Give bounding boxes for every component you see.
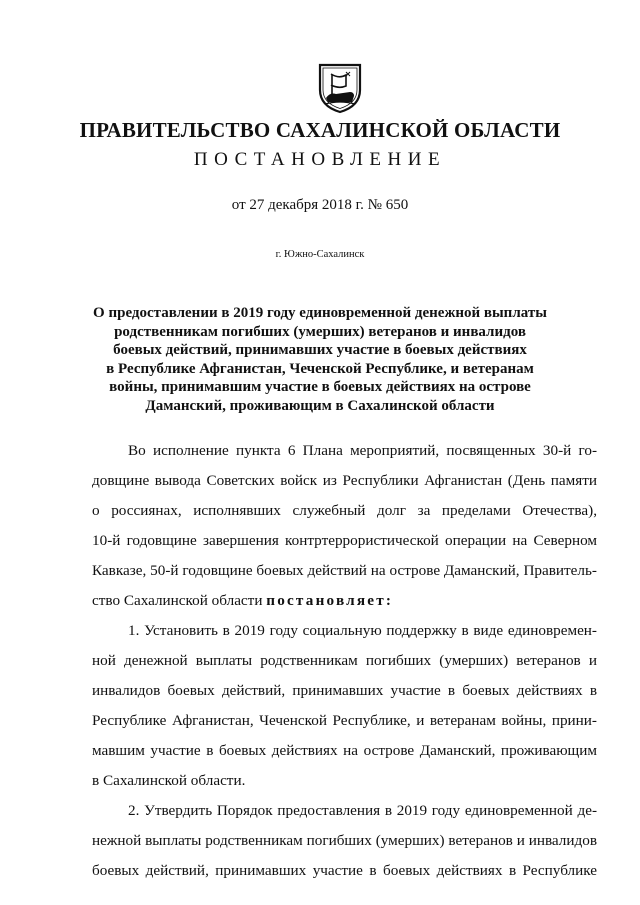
body-line (92, 586, 597, 616)
organization-heading: ПРАВИТЕЛЬСТВО САХАЛИНСКОЙ ОБЛАСТИ (79, 118, 561, 142)
title-line: О предоставлении в 2019 году единовременной денежной выплаты (93, 305, 547, 321)
paragraph-1-line: мавшим участие в боевых действиях на острове Даманский, проживающим (92, 742, 597, 759)
paragraph-1-line: 1. Установить в 2019 году социальную поддержку в виде единовремен- (128, 622, 597, 639)
body-line: 10-й годовщине завершения контртеррористической операции на Северном (92, 532, 597, 549)
paragraph-2-line: 2. Утвердить Порядок предоставления в 2019 году единовременной де- (128, 802, 597, 819)
decree-word: постановляет: (266, 592, 394, 609)
title-line: Даманский, проживающим в Сахалинской области (145, 397, 495, 414)
date-and-number: от 27 декабря 2018 г. № 650 (231, 197, 409, 213)
title-line: боевых действий, принимавших участие в боевых действиях (113, 342, 527, 358)
title-line: в Республике Афганистан, Чеченской Республике, и ветеранам (106, 360, 534, 377)
body-line: довщине вывода Советских войск из Республики Афганистан (День памяти (92, 472, 597, 489)
body-line: Во исполнение пункта 6 Плана мероприятий, посвященных 30-й го- (128, 442, 597, 459)
paragraph-1-line: в Сахалинской области. (92, 772, 246, 789)
title-line: войны, принимавшим участие в боевых действиях на острове (109, 379, 531, 395)
paragraph-1-line: ной денежной выплаты родственникам погибших (умерших) ветеранов и (92, 652, 597, 669)
body-line: о россиянах, исполнявших служебный долг за пределами Отечества), (92, 502, 597, 519)
body-line: Кавказе, 50-й годовщине боевых действий на острове Даманский, Правитель- (92, 562, 597, 579)
document-title (80, 304, 560, 415)
paragraph-1-line: инвалидов боевых действий, принимавших участие в боевых действиях в (92, 682, 597, 699)
paragraph-2-line: нежной выплаты родственникам погибших (умерших) ветеранов и инвалидов (92, 832, 597, 849)
coat-of-arms-emblem (316, 62, 364, 114)
title-line: родственникам погибших (умерших) ветеранов и инвалидов (114, 323, 526, 340)
paragraph-1-line: Республике Афганистан, Чеченской Республике, и ветеранам войны, прини- (92, 712, 597, 729)
body-line-text: ство Сахалинской области (92, 592, 263, 609)
city-label: г. Южно-Сахалинск (275, 249, 365, 260)
paragraph-2-line: боевых действий, принимавших участие в боевых действиях в Республике (92, 862, 597, 879)
document-type-heading: ПОСТАНОВЛЕНИЕ (193, 149, 447, 170)
document-body (92, 436, 597, 886)
